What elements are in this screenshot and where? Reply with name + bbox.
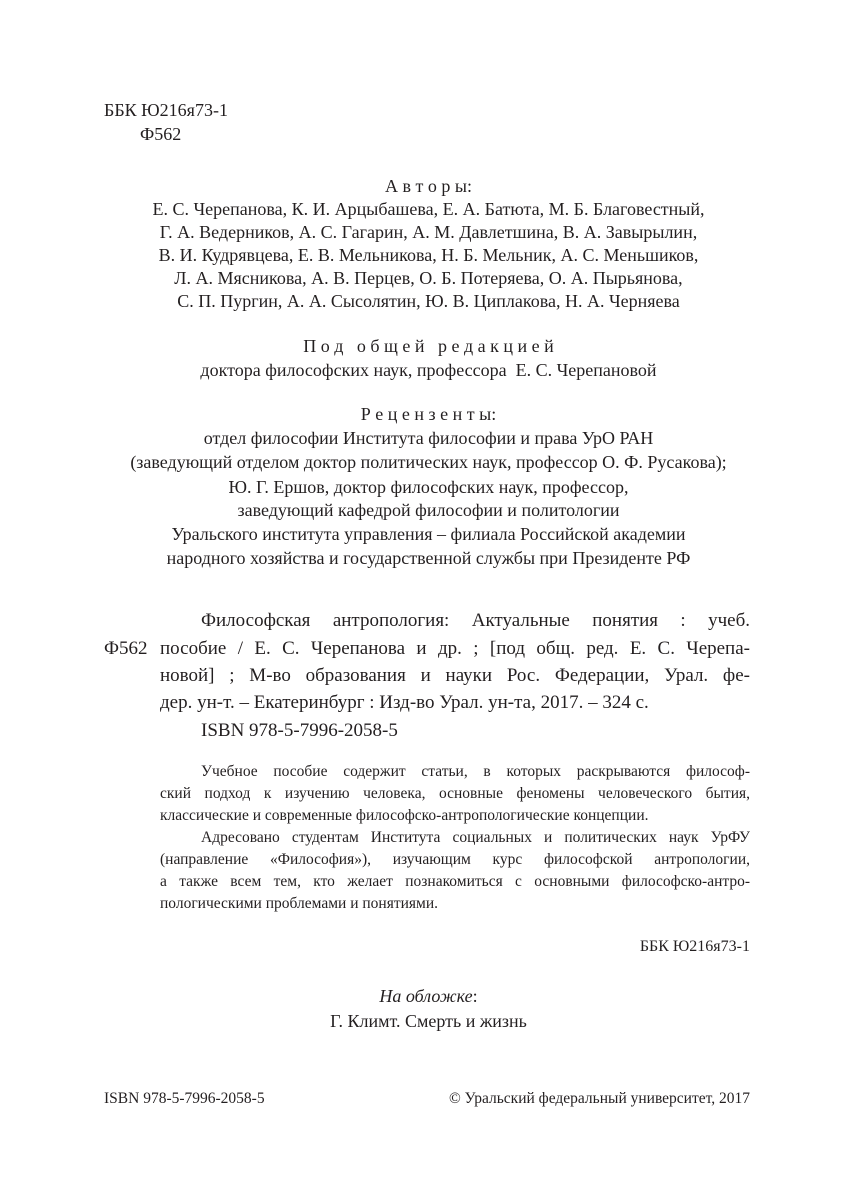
annotation-line: а также всем тем, кто желает познакомиться с основными философско-антро-	[160, 873, 750, 890]
annotation-line: ский подход к изучению человека, основные феномены человеческого бытия,	[160, 785, 750, 802]
authors-line: С. П. Пургин, А. А. Сысолятин, Ю. В. Циплакова, Н. А. Черняева	[177, 291, 680, 311]
cover-label: На обложке	[379, 986, 473, 1006]
editor-line: доктора философских наук, профессора Е. С. Черепановой	[200, 360, 657, 380]
annotation-line: пологическими проблемами и понятиями.	[160, 895, 439, 912]
reviewers-line: заведующий кафедрой философии и политологии	[237, 500, 620, 520]
annotation-line: Адресовано студентам Института социальных и политических наук УрФУ	[201, 829, 750, 846]
cover-text: Г. Климт. Смерть и жизнь	[330, 1011, 527, 1031]
authors-line: Л. А. Мясникова, А. В. Перцев, О. Б. Потеряева, О. А. Пырьянова,	[174, 268, 683, 288]
author-sign-code: Ф562	[140, 124, 182, 144]
footer-copyright: © Уральский федеральный университет, 2017	[448, 1090, 750, 1107]
annotation-line: (направление «Философия»), изучающим курс философской антропологии,	[160, 851, 750, 868]
reviewers-line: народного хозяйства и государственной службы при Президенте РФ	[166, 548, 691, 568]
catalog-isbn: ISBN 978-5-7996-2058-5	[201, 720, 398, 741]
reviewers-line: Ю. Г. Ершов, доктор философских наук, профессор,	[228, 477, 629, 497]
authors-line: В. И. Кудрявцева, Е. В. Мельникова, Н. Б. Мельник, А. С. Меньшиков,	[158, 245, 699, 265]
catalog-line: дер. ун-т. – Екатеринбург : Изд-во Урал. ун-та, 2017. – 324 с.	[160, 692, 649, 713]
annotation-line: Учебное пособие содержит статьи, в которых раскрываются философ-	[201, 763, 750, 780]
authors-heading: А в т о р ы:	[385, 176, 472, 196]
authors-line: Г. А. Ведерников, А. С. Гагарин, А. М. Давлетшина, В. А. Завырылин,	[159, 222, 698, 242]
catalog-line: Философская антропология: Актуальные понятия : учеб.	[201, 610, 750, 631]
reviewers-line: Уральского института управления – филиала Российской академии	[171, 524, 686, 544]
footer-isbn: ISBN 978-5-7996-2058-5	[104, 1090, 265, 1107]
annotation-line: классические и современные философско-антропологические концепции.	[160, 807, 649, 824]
bbk-index-right: ББК Ю216я73-1	[639, 938, 750, 955]
reviewers-heading: Р е ц е н з е н т ы:	[360, 404, 497, 424]
catalog-code: Ф562	[104, 638, 148, 659]
editor-heading: П о д о б щ е й р е д а к ц и е й	[303, 336, 554, 356]
authors-line: Е. С. Черепанова, К. И. Арцыбашева, Е. А. Батюта, М. Б. Благовестный,	[152, 199, 705, 219]
bbk-index: ББК Ю216я73-1	[104, 100, 228, 120]
catalog-line: новой] ; М-во образования и науки Рос. Федерации, Урал. фе-	[160, 665, 750, 686]
reviewers-line: отдел философии Института философии и права УрО РАН	[203, 428, 654, 448]
catalog-line: пособие / Е. С. Черепанова и др. ; [под общ. ред. Е. С. Черепа-	[160, 638, 750, 659]
reviewers-line: (заведующий отделом доктор политических наук, профессор О. Ф. Русакова);	[130, 452, 727, 472]
cover-label-line	[0, 986, 857, 1007]
cover-colon: :	[472, 986, 478, 1006]
